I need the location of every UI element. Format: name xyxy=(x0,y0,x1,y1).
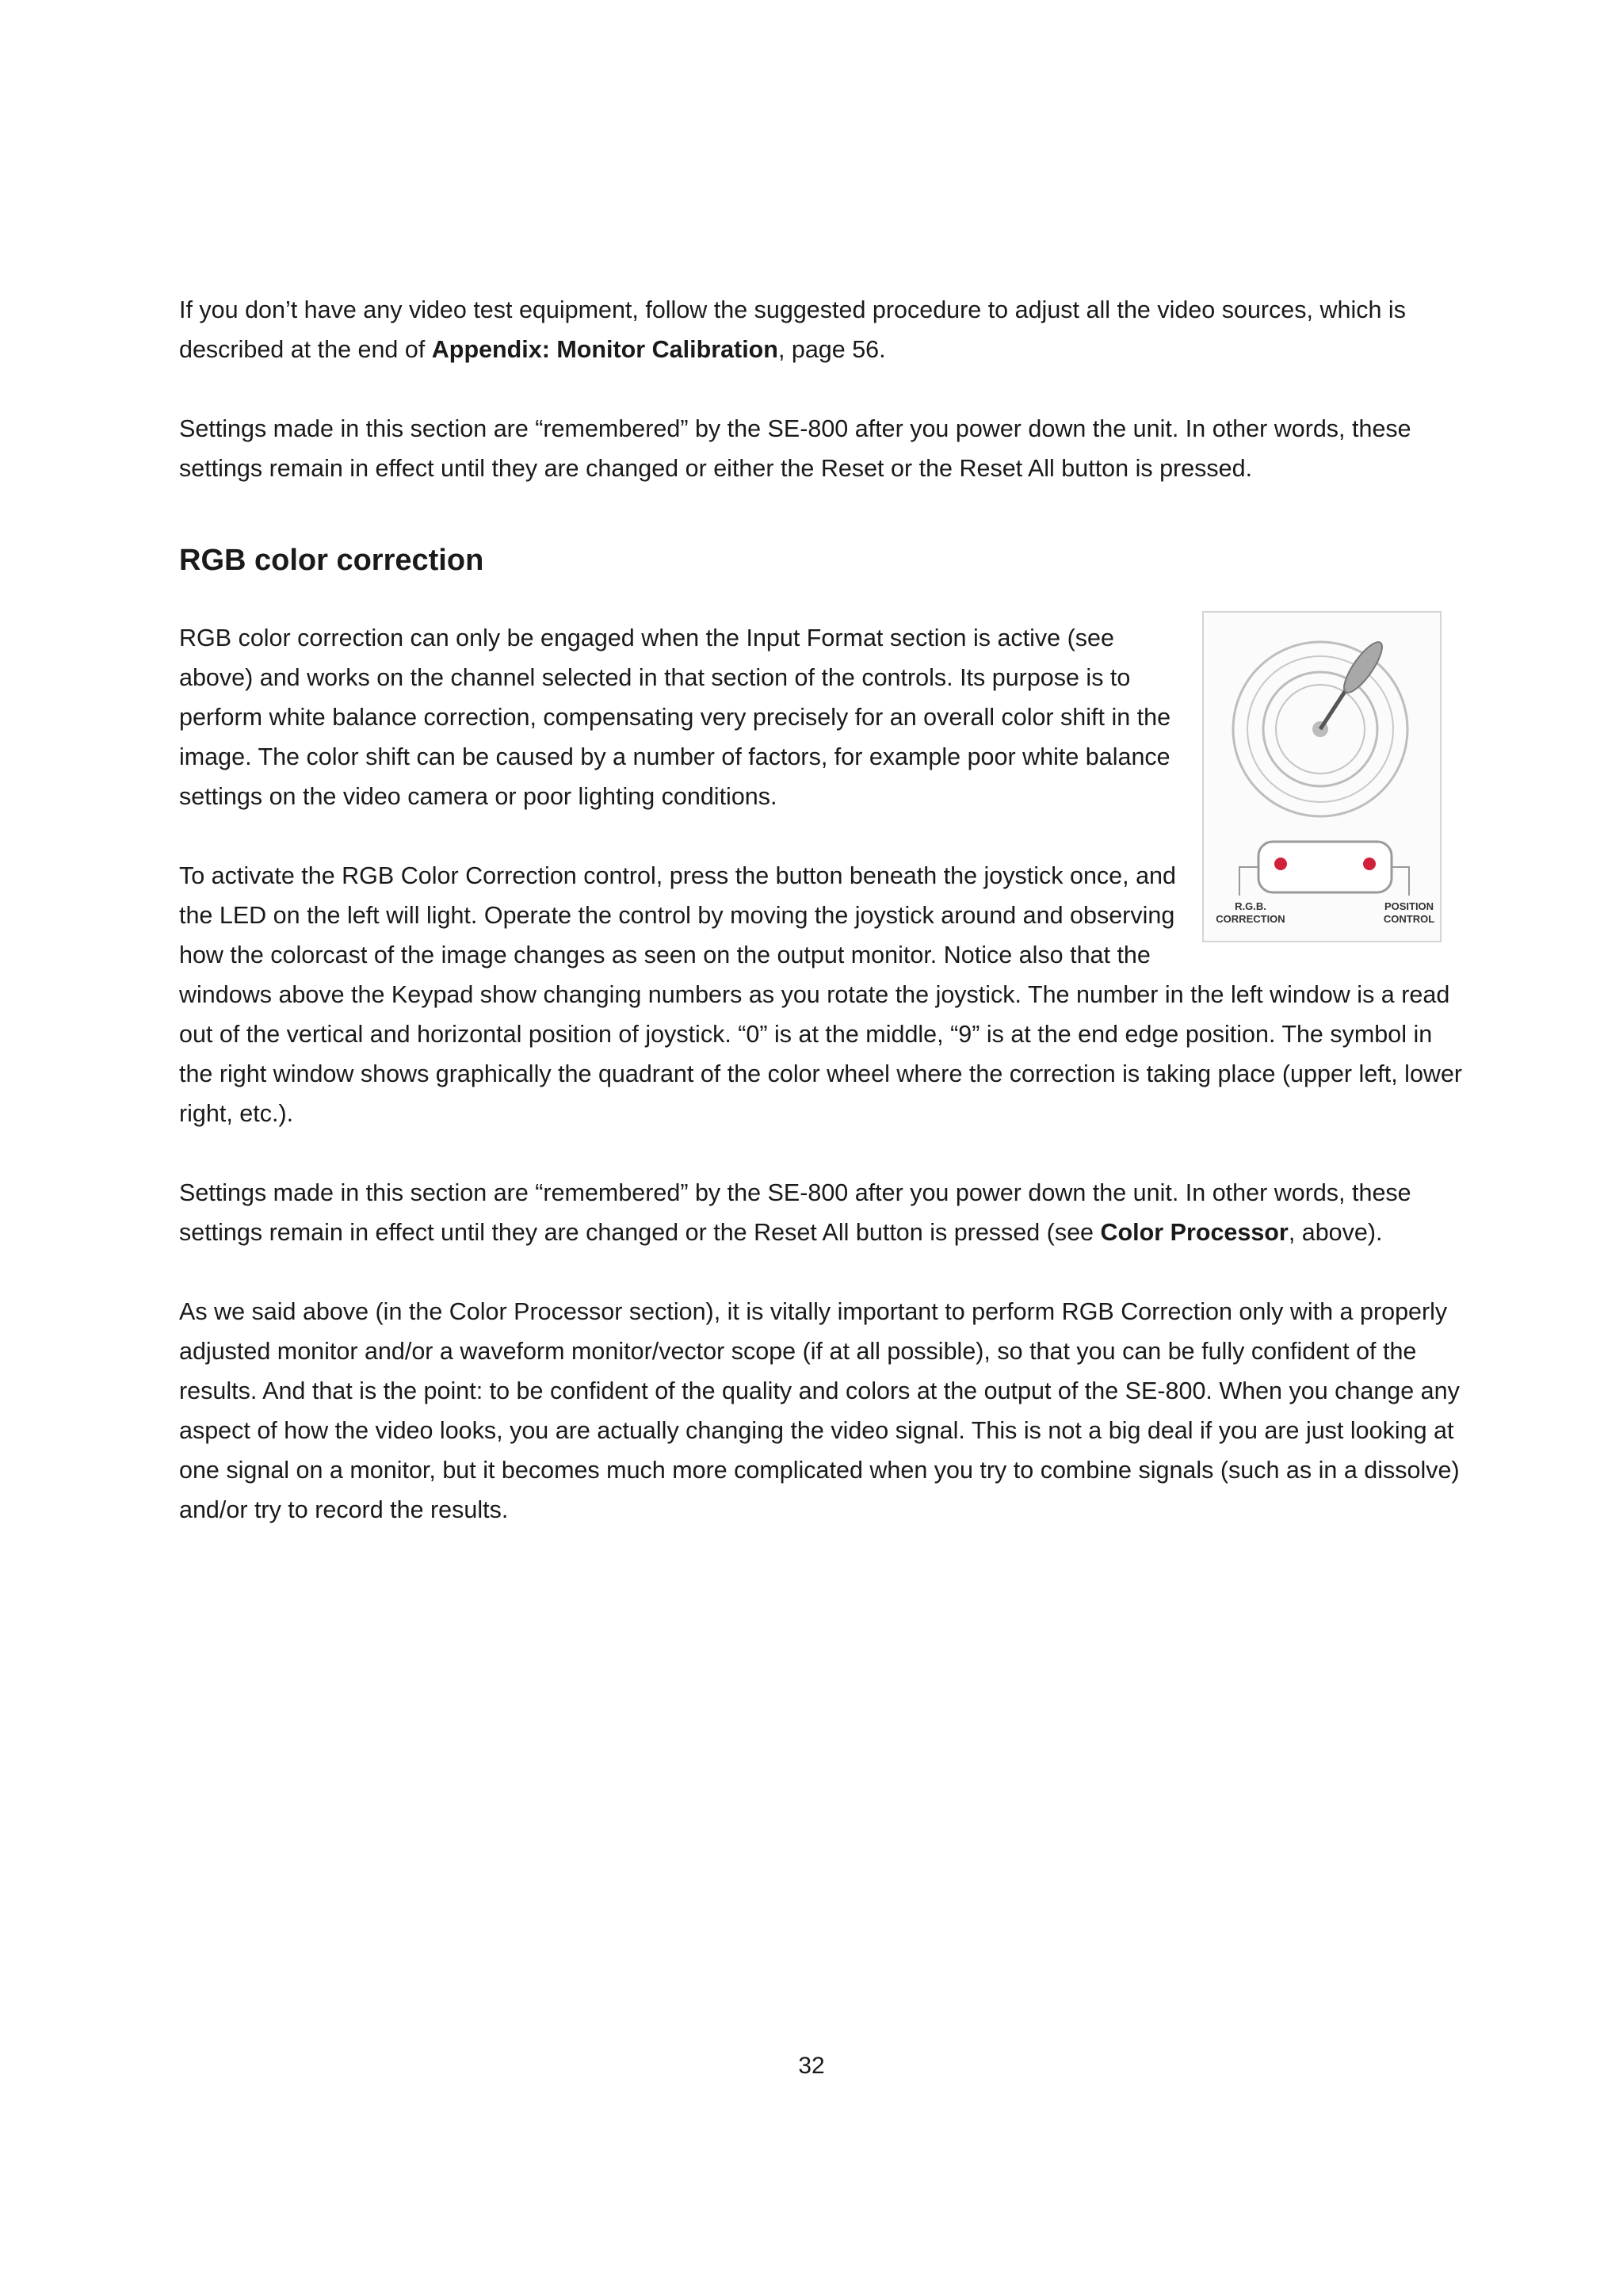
paragraph-settings-remembered-2 xyxy=(179,1173,1471,1252)
color-processor-reference: Color Processor xyxy=(1100,1219,1289,1246)
paragraph-text: Settings made in this section are “remembered” by the SE-800 after you power down the unit. In other words, these settings remain in effect until they are changed or the Reset All button is pressed (see xyxy=(179,1179,1411,1246)
label-rgb: R.G.B. xyxy=(1235,900,1266,912)
section-heading: RGB color correction xyxy=(179,544,484,577)
paragraph-vitally-important: As we said above (in the Color Processor section), it is vitally important to perform RGB Correction only with a properly adjusted monitor and/or a waveform monitor/vector scope (if at all possible), so that you can be fully confident of the results. And that is the point: to be confident of the quality and colors at the output of the SE-800. When you change any aspect of how the video looks, you are actually changing the video signal. This is not a big deal if you are just looking at one signal on a monitor, but it becomes much more complicated when you try to combine signals (such as in a dissolve) and/or try to record the results. xyxy=(179,1298,1460,1523)
led-left xyxy=(1274,858,1287,870)
paragraph-text: , above). xyxy=(1288,1219,1383,1246)
paragraph-text: , page 56. xyxy=(777,336,886,363)
label-control: CONTROL xyxy=(1383,913,1435,925)
page-number: 32 xyxy=(798,2053,825,2079)
paragraph-text: If you don’t have any video test equipment, follow the suggested procedure to adjust all the video sources, which is described at the end of xyxy=(179,296,1406,363)
label-position: POSITION xyxy=(1384,900,1434,912)
paragraph-test-equipment xyxy=(179,290,1471,369)
joystick-illustration xyxy=(1201,610,1453,943)
label-correction: CORRECTION xyxy=(1216,913,1285,925)
led-right xyxy=(1363,858,1376,870)
paragraph-activate: To activate the RGB Color Correction control, press the button beneath the joystick once, and the LED on the left will light. Operate the control by moving the joystick around and observing how the colorcast of the image changes as seen on the output monitor. Notice also that the windows above the Keypad show changing numbers as you rotate the joystick. The number in the left window is a read out of the vertical and horizontal position of joystick. “0” is at the middle, “9” is at the end edge position. The symbol in the right window shows graphically the quadrant of the color wheel where the correction is taking place (upper left, lower right, etc.). xyxy=(179,862,1463,1127)
joystick-diagram xyxy=(1201,610,1453,943)
paragraph-settings-remembered: Settings made in this section are “remembered” by the SE-800 after you power down the unit. In other words, these settings remain in effect until they are changed or either the Reset or the Reset All button is pressed. xyxy=(179,415,1411,482)
appendix-reference: Appendix: Monitor Calibration xyxy=(431,336,778,363)
paragraph-rgb-intro: RGB color correction can only be engaged when the Input Format section is active (see above) and works on the channel selected in that section of the controls. Its purpose is to perform white balance correction, compensating very precisely for an overall color shift in the image. The color shift can be caused by a number of factors, for example poor white balance settings on the video camera or poor lighting conditions. xyxy=(179,625,1171,810)
